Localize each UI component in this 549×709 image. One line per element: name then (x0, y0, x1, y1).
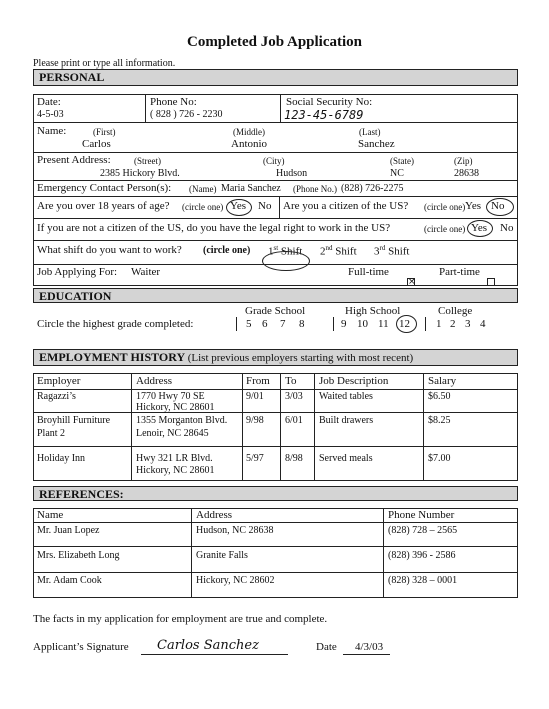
signature-date-field[interactable]: 4/3/03 (355, 641, 384, 653)
ssn-field[interactable]: 123-45-6789 (284, 108, 364, 122)
employment-col-to: To (285, 375, 297, 387)
employment-row-2-address-line2: Lenoir, NC 28645 (136, 428, 209, 439)
college-4-option[interactable]: 4 (480, 318, 486, 330)
employment-row-2-address-line1: 1355 Morganton Blvd. (136, 415, 228, 426)
signature-date-label: Date (316, 641, 337, 653)
personal-section-heading: PERSONAL (33, 69, 518, 86)
fulltime-checkbox[interactable]: × (408, 277, 416, 287)
reference-row-1-name: Mr. Juan Lopez (37, 525, 100, 536)
age-yes-option[interactable]: Yes (230, 200, 247, 212)
form-title: Completed Job Application (186, 34, 363, 50)
zip-field[interactable]: 28638 (454, 168, 479, 179)
employment-row-2-salary: $8.25 (428, 415, 451, 426)
college-2-option[interactable]: 2 (450, 318, 456, 330)
last-name-field[interactable]: Sanchez (358, 138, 395, 150)
shift-first-circle (262, 251, 310, 271)
employment-section-heading: EMPLOYMENT HISTORY (List previous employers starting with most recent) (33, 349, 518, 366)
last-name-label: (Last) (359, 127, 381, 137)
signature-field[interactable]: Carlos Sanchez (157, 638, 259, 653)
job-applying-label: Job Applying For: (37, 266, 118, 278)
references-col-name: Name (37, 509, 64, 521)
employment-row-3-description: Served meals (319, 453, 373, 464)
employment-row-1-address-line1: 1770 Hwy 70 SE (136, 391, 205, 402)
reference-row-1-phone: (828) 728 – 2565 (388, 525, 458, 536)
employment-col-description: Job Description (319, 375, 389, 387)
employment-row-3-employer: Holiday Inn (37, 453, 86, 464)
citizen-no-option[interactable]: No (491, 200, 505, 212)
shift-first-option[interactable]: 1st Shift (268, 244, 303, 258)
grade-12-option[interactable]: 12 (399, 318, 410, 330)
employment-row-3-salary: $7.00 (428, 453, 451, 464)
employment-row-1-employer: Ragazzi’s (37, 391, 76, 402)
phone-field[interactable]: ( 828 ) 726 - 2230 (150, 109, 223, 120)
city-label: (City) (263, 156, 285, 166)
grade-7-option[interactable]: 7 (280, 318, 286, 330)
phone-label: Phone No: (150, 96, 197, 108)
parttime-label: Part-time (439, 266, 480, 278)
employment-col-from: From (246, 375, 270, 387)
employment-row-3-address-line1: Hwy 321 LR Blvd. (136, 453, 213, 464)
education-section-heading: EDUCATION (33, 288, 518, 303)
grade-10-option[interactable]: 10 (357, 318, 368, 330)
first-name-label: (First) (93, 127, 116, 137)
legal-right-question: If you are not a citizen of the US, do you have the legal right to work in the US? (37, 222, 391, 234)
address-label: Present Address: (37, 154, 111, 166)
employment-row-1-from: 9/01 (246, 391, 264, 402)
age-question: Are you over 18 years of age? (37, 200, 170, 212)
reference-row-3-phone: (828) 328 – 0001 (388, 575, 458, 586)
parttime-checkbox[interactable] (487, 278, 495, 286)
state-field[interactable]: NC (390, 168, 404, 179)
form-instructions: Please print or type all information. (33, 58, 176, 69)
education-prompt: Circle the highest grade completed: (37, 318, 194, 330)
references-col-address: Address (196, 509, 233, 521)
grade-5-option[interactable]: 5 (246, 318, 252, 330)
employment-row-2-employer-line2: Plant 2 (37, 428, 66, 439)
college-1-option[interactable]: 1 (436, 318, 442, 330)
high-school-label: High School (345, 305, 401, 317)
emergency-name-label: (Name) (189, 184, 217, 194)
college-3-option[interactable]: 3 (465, 318, 471, 330)
reference-row-2-address: Granite Falls (196, 550, 248, 561)
employment-row-1-salary: $6.50 (428, 391, 451, 402)
grade-9-option[interactable]: 9 (341, 318, 347, 330)
age-no-option[interactable]: No (258, 200, 272, 212)
date-field[interactable]: 4-5-03 (37, 109, 64, 120)
first-name-field[interactable]: Carlos (82, 138, 111, 150)
employment-row-1-description: Waited tables (319, 391, 373, 402)
employment-row-2-to: 6/01 (285, 415, 303, 426)
shift-second-option[interactable]: 2nd Shift (320, 244, 357, 258)
state-label: (State) (390, 156, 414, 166)
reference-row-1-address: Hudson, NC 28638 (196, 525, 274, 536)
date-label: Date: (37, 96, 61, 108)
references-col-phone: Phone Number (388, 509, 455, 521)
street-field[interactable]: 2385 Hickory Blvd. (100, 168, 180, 179)
employment-row-1-to: 3/03 (285, 391, 303, 402)
citizen-yes-option[interactable]: Yes (465, 200, 482, 212)
legal-circle-one: (circle one) (424, 224, 466, 234)
employment-row-3-to: 8/98 (285, 453, 303, 464)
legal-yes-option[interactable]: Yes (471, 222, 488, 234)
reference-row-3-address: Hickory, NC 28602 (196, 575, 275, 586)
ssn-label: Social Security No: (286, 96, 373, 108)
name-label: Name: (37, 125, 67, 137)
employment-row-1-address-line2: Hickory, NC 28601 (136, 402, 215, 413)
grade-6-option[interactable]: 6 (262, 318, 268, 330)
emergency-name-field[interactable]: Maria Sanchez (221, 183, 281, 194)
employment-col-address: Address (136, 375, 173, 387)
legal-no-option[interactable]: No (500, 222, 514, 234)
grade-school-label: Grade School (245, 305, 306, 317)
grade-11-option[interactable]: 11 (378, 318, 389, 330)
employment-row-2-from: 9/98 (246, 415, 264, 426)
employment-row-2-description: Built drawers (319, 415, 374, 426)
middle-name-field[interactable]: Antonio (231, 138, 268, 150)
middle-name-label: (Middle) (233, 127, 265, 137)
age-circle-one: (circle one) (182, 202, 224, 212)
signature-label: Applicant’s Signature (33, 641, 129, 653)
employment-col-employer: Employer (37, 375, 81, 387)
fulltime-label: Full-time (348, 266, 389, 278)
emergency-label: Emergency Contact Person(s): (37, 182, 172, 194)
shift-third-option[interactable]: 3rd Shift (374, 244, 410, 258)
zip-label: (Zip) (454, 156, 473, 166)
shift-circle-one: (circle one) (203, 245, 251, 256)
street-label: (Street) (134, 156, 161, 166)
reference-row-2-phone: (828) 396 - 2586 (388, 550, 456, 561)
references-section-heading: REFERENCES: (33, 486, 518, 501)
employment-row-2-employer-line1: Broyhill Furniture (37, 415, 111, 426)
certification-statement: The facts in my application for employment are true and complete. (33, 613, 328, 625)
city-field[interactable]: Hudson (276, 168, 308, 179)
employment-row-3-address-line2: Hickory, NC 28601 (136, 465, 215, 476)
reference-row-2-name: Mrs. Elizabeth Long (37, 550, 120, 561)
employment-row-3-from: 5/97 (246, 453, 264, 464)
citizen-question: Are you a citizen of the US? (283, 200, 409, 212)
employment-col-salary: Salary (428, 375, 457, 387)
reference-row-3-name: Mr. Adam Cook (37, 575, 102, 586)
job-applying-field[interactable]: Waiter (131, 266, 161, 278)
emergency-phone-field[interactable]: (828) 726-2275 (341, 183, 404, 194)
emergency-phone-label: (Phone No.) (293, 184, 337, 194)
college-label: College (438, 305, 473, 317)
grade-8-option[interactable]: 8 (299, 318, 305, 330)
citizen-circle-one: (circle one) (424, 202, 466, 212)
shift-question: What shift do you want to work? (37, 244, 182, 256)
